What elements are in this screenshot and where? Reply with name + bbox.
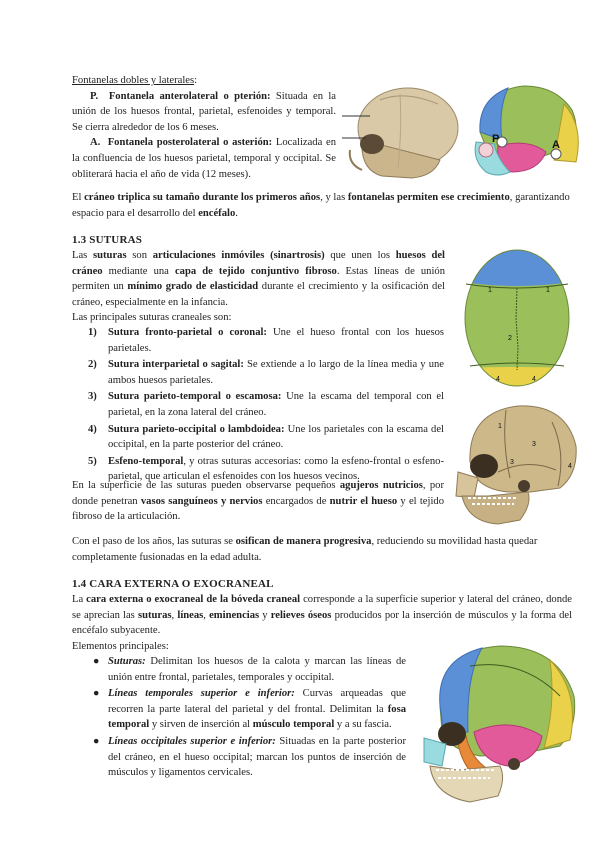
top-label-2: 2 [508, 335, 512, 342]
list-item: 2) Sutura interparietal o sagital: Se extiende a lo largo de la línea media y une ambos huesos parietales. [88, 359, 444, 386]
pterion-letter: P. [90, 90, 99, 102]
growth-summary: El cráneo triplica su tamaño durante los primeros años, y las fontanelas permiten ese crecimiento, garantizando espacio para el desarrollo del encéfalo. [72, 192, 570, 219]
bullet-icon: ● [93, 735, 100, 747]
infant-skull-photo [342, 80, 460, 186]
asterion-letter: A. [90, 137, 101, 149]
cara-externa-intro: La cara externa o exocraneal de la bóveda craneal corresponde a la superficie superior y lateral del cráneo, donde se aprecian las suturas, líneas, eminencias y relieves óseos producidos por la inserción de músculos y la forma del encéfalo subyacente. [72, 594, 573, 637]
skull-triples-text: cráneo triplica su tamaño durante los primeros años [84, 192, 321, 203]
pterion-title: Fontanela anterolateral o pterión: [108, 90, 271, 102]
bullet-icon: ● [93, 656, 100, 667]
elementos-list [88, 654, 406, 782]
pterion-text: Situada en la unión de los huesos frontal, parietal, esfenoides y temporal. Se cierra alrededor de los 6 meses. [72, 90, 337, 133]
asterion-text: Localizada en la confluencia de los huesos parietal, temporal y occipital. Se obliterará hacia el año de vida (12 meses). [72, 137, 336, 180]
list-item: ● Suturas: Delimitan los huesos de la calota y marcan las líneas de unión entre frontal, parietales, temporales y occipital. [93, 656, 406, 683]
top-label-4a: 4 [496, 376, 500, 383]
top-label-1a: 1 [488, 287, 492, 294]
colored-adult-skull-svg [410, 636, 582, 806]
top-label-4b: 4 [532, 376, 536, 383]
cara-externa-heading: 1.4 CARA EXTERNA O EXOCRANEAL [72, 578, 274, 590]
encephalon-text: encéfalo [198, 207, 236, 219]
asterion-paragraph [72, 135, 336, 182]
lat-label-4: 4 [568, 463, 572, 470]
list-item: 3) Sutura parieto-temporal o escamosa: Une la escama del temporal con el parietal, en la zona lateral del cráneo. [88, 391, 444, 418]
ossification-paragraph: Con el paso de los años, las suturas se osifican de manera progresiva, reduciendo su movilidad hasta quedar completamente fusionadas en la edad adulta. [72, 536, 538, 563]
lat-label-1: 1 [498, 423, 502, 430]
infant-skull-photo-svg [342, 80, 460, 186]
suturas-intro: Las suturas son articulaciones inmóviles (sinartrosis) que unen los huesos del cráneo mediante una capa de tejido conjuntivo fibroso. Estas líneas de unión permiten un mínimo grado de elasticidad durante el crecimiento y la osificación del cráneo, especialmente en la infancia. [72, 250, 446, 308]
bullet-icon: ● [93, 688, 100, 700]
skull-lateral-photo-svg [448, 392, 580, 530]
top-label-1b: 1 [546, 287, 550, 294]
colored-infant-skull-figure [468, 80, 586, 186]
suturas-heading: 1.3 SUTURAS [72, 234, 143, 246]
fontanelas-heading-text: Fontanelas dobles y laterales [72, 75, 195, 86]
fontanelas-block [72, 73, 336, 182]
skull-lateral-photo [448, 392, 580, 530]
lat-label-3b: 3 [510, 459, 514, 466]
list-item: ● Líneas temporales superior e inferior: Curvas arqueadas que recorren la parte lateral del parietal y del frontal. Delimitan la fosa temporal y sirven de inserción al músculo temporal y a su fascia. [93, 688, 406, 731]
fontanelas-allow-text: fontanelas permiten ese crecimiento [347, 192, 510, 203]
colored-infant-skull-svg [468, 80, 586, 186]
nutrient-foramina-paragraph: En la superficie de las suturas pueden observarse pequeños agujeros nutricios, por donde penetran vasos sanguíneos y nervios encargados de nutrir el hueso y el tejido fibroso de la articulación. [72, 480, 444, 523]
fontanelas-heading: Fontanelas dobles y laterales: [72, 75, 198, 86]
pterion-paragraph [72, 89, 336, 136]
suturas-list-intro: Las principales suturas craneales son: [72, 312, 232, 323]
suturas-list [88, 325, 444, 486]
skull-top-view-figure [462, 248, 572, 388]
asterion-label: A [552, 139, 560, 151]
elementos-label: Elementos principales: [72, 641, 169, 652]
lat-label-3a: 3 [532, 441, 536, 448]
pterion-label: P [492, 133, 500, 145]
list-item: 1) Sutura fronto-parietal o coronal: Une el hueso frontal con los huesos parietales. [88, 327, 444, 354]
list-item: 5) Esfeno-temporal, y otras suturas accesorias: como la esfeno-frontal o esfeno-parietal, que articulan el esfenoides con los huesos vecinos. [88, 455, 444, 483]
skull-top-view-svg [462, 248, 572, 388]
asterion-title: Fontanela posterolateral o asterión: [107, 137, 273, 149]
list-item: ● Líneas occipitales superior e inferior: Situadas en la parte posterior del cráneo, en el hueso occipital; marcan los puntos de inserción de músculos y ligamentos cervicales. [93, 735, 406, 779]
colored-adult-skull-figure [410, 636, 582, 806]
list-item: 4) Sutura parieto-occipital o lambdoidea: Une los parietales con la escama del occipital, en la parte posterior del cráneo. [88, 423, 444, 451]
